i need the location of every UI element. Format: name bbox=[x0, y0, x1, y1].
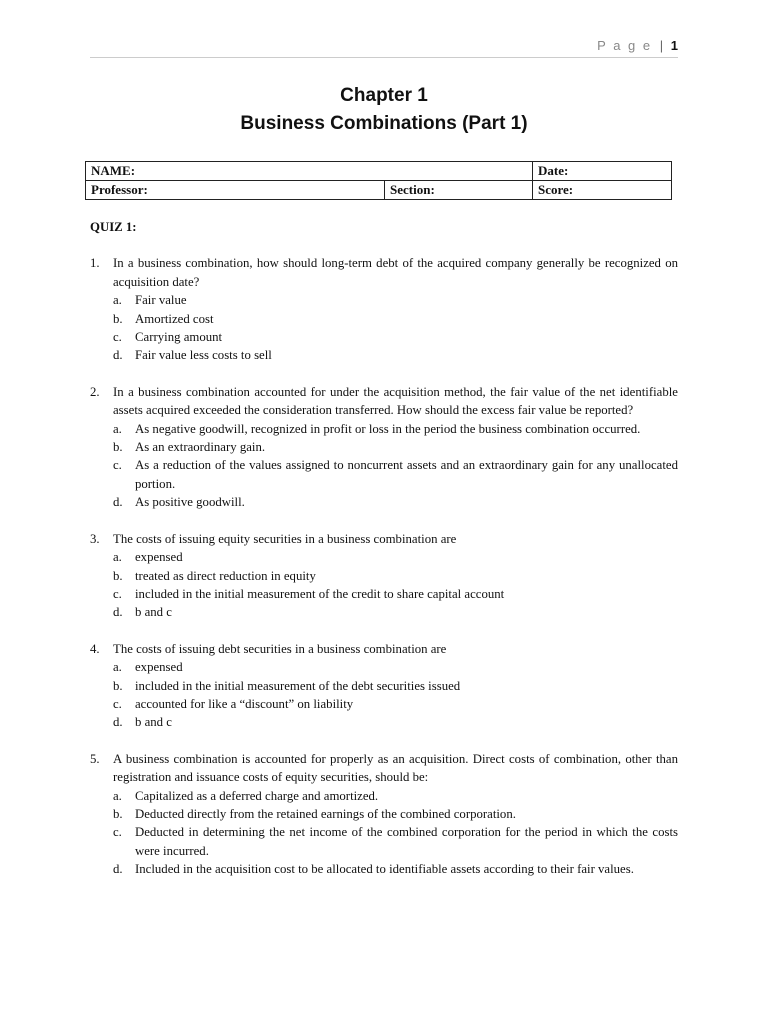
option-text: Deducted directly from the retained earnings of the combined corporation. bbox=[135, 806, 516, 821]
option-letter: c. bbox=[113, 458, 122, 473]
question-number: 2. bbox=[90, 384, 100, 399]
option-text: Capitalized as a deferred charge and amortized. bbox=[135, 788, 379, 803]
quiz-title: QUIZ 1: bbox=[90, 220, 137, 234]
student-info-table bbox=[85, 161, 672, 200]
option-letter: d. bbox=[113, 348, 123, 363]
option-letter: c. bbox=[113, 825, 122, 840]
question-number: 1. bbox=[90, 256, 100, 271]
option-letter: b. bbox=[113, 806, 123, 821]
question-text: The costs of issuing debt securities in a business combination are bbox=[113, 641, 447, 656]
option-text: Deducted in determining the net income of the combined corporation for the period in which the costs were incurred. bbox=[135, 825, 678, 858]
option-letter: a. bbox=[113, 550, 122, 565]
question-1 bbox=[90, 254, 678, 364]
professor-cell: Professor: bbox=[86, 181, 385, 200]
option-letter: a. bbox=[113, 660, 122, 675]
option-text: Carrying amount bbox=[135, 330, 223, 345]
option-letter: a. bbox=[113, 421, 122, 436]
option-text: Included in the acquisition cost to be allocated to identifiable assets according to their fair values. bbox=[135, 862, 634, 877]
answer-option bbox=[113, 328, 678, 346]
option-letter: b. bbox=[113, 440, 123, 455]
option-text: treated as direct reduction in equity bbox=[135, 568, 316, 583]
answer-option bbox=[113, 805, 678, 823]
option-letter: d. bbox=[113, 715, 123, 730]
quiz-content bbox=[90, 218, 678, 897]
option-letter: a. bbox=[113, 293, 122, 308]
section-cell: Section: bbox=[385, 181, 533, 200]
option-text: accounted for like a “discount” on liability bbox=[135, 696, 354, 711]
option-text: As negative goodwill, recognized in profit or loss in the period the business combination occurred. bbox=[135, 421, 641, 436]
option-letter: c. bbox=[113, 586, 122, 601]
option-letter: c. bbox=[113, 330, 122, 345]
date-cell: Date: bbox=[533, 162, 672, 181]
page-number: 1 bbox=[670, 38, 678, 53]
chapter-title: Chapter 1 bbox=[340, 85, 428, 106]
answer-option bbox=[113, 456, 678, 493]
answer-option bbox=[113, 291, 678, 309]
option-text: As a reduction of the values assigned to noncurrent assets and an extraordinary gain for any unallocated portion. bbox=[135, 458, 678, 491]
question-number: 3. bbox=[90, 531, 100, 546]
question-4 bbox=[90, 640, 678, 732]
option-text: As positive goodwill. bbox=[135, 495, 245, 510]
question-text: The costs of issuing equity securities in a business combination are bbox=[113, 531, 457, 546]
answer-option bbox=[113, 603, 678, 621]
option-text: Fair value bbox=[135, 293, 187, 308]
question-number: 4. bbox=[90, 641, 100, 656]
answer-option bbox=[113, 658, 678, 676]
option-letter: c. bbox=[113, 696, 122, 711]
page-separator: | bbox=[659, 38, 664, 53]
option-letter: d. bbox=[113, 862, 123, 877]
option-letter: b. bbox=[113, 311, 123, 326]
option-text: included in the initial measurement of the debt securities issued bbox=[135, 678, 461, 693]
option-text: As an extraordinary gain. bbox=[135, 440, 266, 455]
question-3 bbox=[90, 530, 678, 622]
answer-option bbox=[113, 548, 678, 566]
option-letter: a. bbox=[113, 788, 122, 803]
answer-option bbox=[113, 438, 678, 456]
answer-option bbox=[113, 493, 678, 511]
question-2 bbox=[90, 383, 678, 512]
score-cell: Score: bbox=[533, 181, 672, 200]
answer-option bbox=[113, 420, 678, 438]
question-text: A business combination is accounted for properly as an acquisition. Direct costs of combination, other than registration and issuance costs of equity securities, should be: bbox=[113, 751, 678, 785]
option-letter: b. bbox=[113, 678, 123, 693]
option-text: expensed bbox=[135, 660, 183, 675]
option-text: b and c bbox=[135, 605, 172, 620]
answer-option bbox=[113, 677, 678, 695]
page-header bbox=[597, 38, 678, 53]
option-text: expensed bbox=[135, 550, 183, 565]
chapter-subtitle: Business Combinations (Part 1) bbox=[240, 113, 528, 134]
question-number: 5. bbox=[90, 751, 100, 766]
answer-option bbox=[113, 823, 678, 860]
answer-option bbox=[113, 713, 678, 731]
question-text: In a business combination accounted for under the acquisition method, the fair value of the net identifiable assets acquired exceeded the consideration transferred. How should the excess fair value be reported? bbox=[113, 384, 678, 418]
question-list bbox=[90, 254, 678, 878]
answer-option bbox=[113, 346, 678, 364]
answer-option bbox=[113, 567, 678, 585]
option-text: Amortized cost bbox=[135, 311, 214, 326]
answer-option bbox=[113, 585, 678, 603]
option-letter: b. bbox=[113, 568, 123, 583]
question-text: In a business combination, how should long-term debt of the acquired company generally be recognized on acquisition date? bbox=[113, 256, 678, 289]
name-cell: NAME: bbox=[86, 162, 533, 181]
answer-option bbox=[113, 860, 678, 878]
answer-option bbox=[113, 695, 678, 713]
answer-option bbox=[113, 310, 678, 328]
page-word: P a g e bbox=[597, 38, 653, 53]
option-text: b and c bbox=[135, 715, 172, 730]
answer-option bbox=[113, 787, 678, 805]
option-text: Fair value less costs to sell bbox=[135, 348, 272, 363]
header-rule bbox=[90, 57, 678, 58]
option-letter: d. bbox=[113, 495, 123, 510]
option-text: included in the initial measurement of the credit to share capital account bbox=[135, 586, 505, 601]
question-5 bbox=[90, 750, 678, 879]
option-letter: d. bbox=[113, 605, 123, 620]
